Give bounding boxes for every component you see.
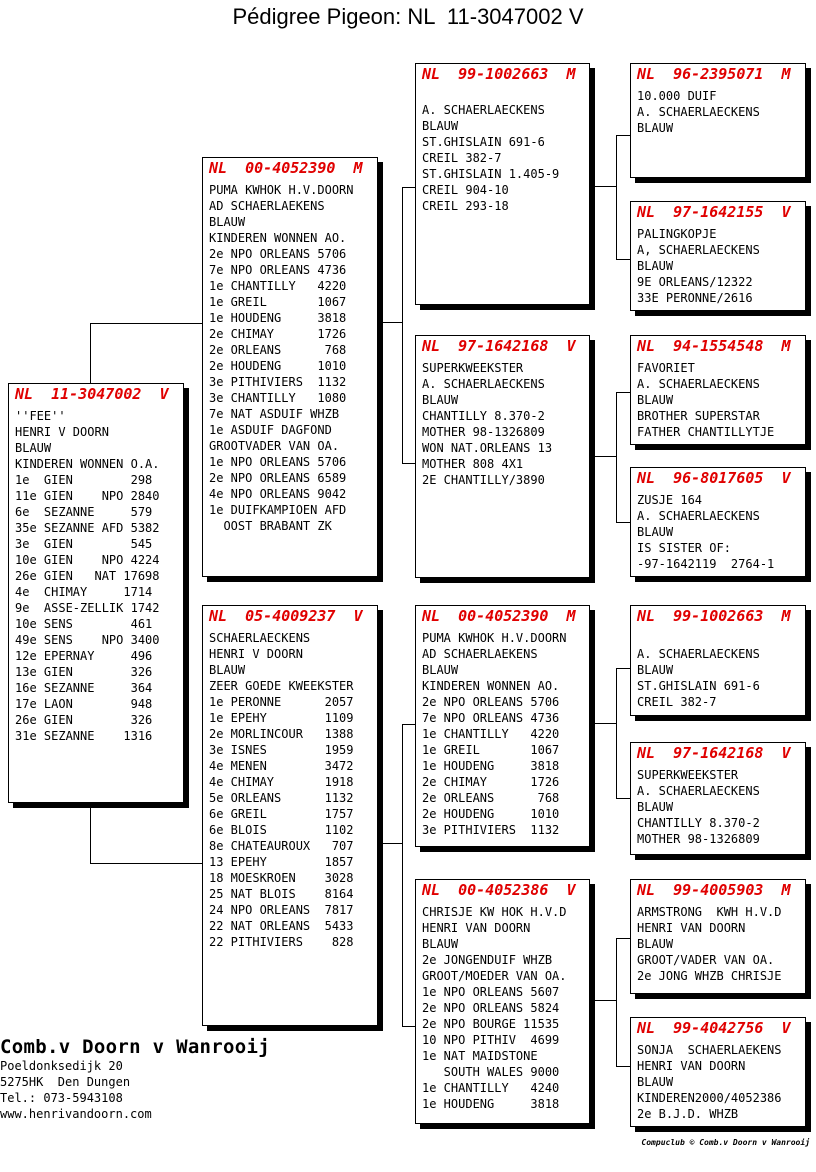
card-line: 3e PITHIVIERS 1132 — [209, 375, 347, 389]
card-line: 25 NAT BLOIS 8164 — [209, 887, 354, 901]
card-line: 1e DUIFKAMPIOEN AFD — [209, 503, 347, 517]
ring-number: NL 99-4005903 M — [637, 881, 791, 899]
card-line: BLAUW — [637, 663, 674, 677]
card-line: 7e NAT ASDUIF WHZB — [209, 407, 340, 421]
card-line: -97-1642119 2764-1 — [637, 557, 775, 571]
card-line: BLAUW — [422, 119, 459, 133]
card-line: CREIL 382-7 — [422, 151, 502, 165]
address-line: Tel.: 073-5943108 — [0, 1091, 123, 1105]
card-line: PUMA KWHOK H.V.DOORN — [422, 631, 567, 645]
connector-line — [90, 863, 204, 864]
ring-number: NL 96-8017605 V — [637, 469, 791, 487]
card-line: AD SCHAERLAEKENS — [209, 199, 325, 213]
card-line: AD SCHAERLAEKENS — [422, 647, 538, 661]
card-line: A. SCHAERLAECKENS — [422, 377, 545, 391]
card-line: 1e GREIL 1067 — [209, 295, 347, 309]
card-line: HENRI VAN DOORN — [637, 1059, 746, 1073]
card-line: 33E PERONNE/2616 — [637, 291, 753, 305]
card-line: 6e GREIL 1757 — [209, 807, 354, 821]
card-line: 9E ORLEANS/12322 — [637, 275, 753, 289]
card-lines — [15, 408, 181, 744]
card-line: 6e SEZANNE 579 — [15, 505, 153, 519]
card-line: GROOT/VADER VAN OA. — [637, 953, 775, 967]
card-line: PUMA KWHOK H.V.DOORN — [209, 183, 354, 197]
card-line: 1e HOUDENG 3818 — [422, 759, 560, 773]
pedigree-card-dsd — [630, 742, 806, 855]
pedigree-card-sire-sire — [415, 63, 590, 305]
website-link[interactable]: www.henrivandoorn.com — [0, 1107, 152, 1121]
card-line: 7e NPO ORLEANS 4736 — [422, 711, 560, 725]
card-line: MOTHER 808 4X1 — [422, 457, 524, 471]
connector-line — [402, 187, 403, 463]
pedigree-card-ddd — [630, 1017, 806, 1127]
card-line: 10 NPO PITHIV 4699 — [422, 1033, 560, 1047]
card-line: 13 EPEHY 1857 — [209, 855, 354, 869]
connector-line — [90, 323, 204, 324]
ring-number: NL 94-1554548 M — [637, 337, 791, 355]
card-line: BLAUW — [209, 215, 246, 229]
breeder-info — [0, 1036, 270, 1122]
address-line: 5275HK Den Dungen — [0, 1075, 131, 1089]
card-line: 3e GIEN 545 — [15, 537, 153, 551]
card-line: HENRI V DOORN — [209, 647, 303, 661]
card-line: HENRI VAN DOORN — [422, 921, 531, 935]
card-line: GROOT/MOEDER VAN OA. — [422, 969, 567, 983]
card-line: 2E CHANTILLY/3890 — [422, 473, 545, 487]
connector-line — [378, 322, 402, 323]
card-line: A. SCHAERLAECKENS — [637, 105, 760, 119]
card-line: 1e ASDUIF DAGFOND — [209, 423, 332, 437]
card-line: CHRISJE KW HOK H.V.D — [422, 905, 567, 919]
pedigree-card-sdd — [630, 467, 806, 577]
card-line: 4e CHIMAY 1918 — [209, 775, 354, 789]
card-line: 1e HOUDENG 3818 — [209, 311, 347, 325]
card-line: 10.000 DUIF — [637, 89, 717, 103]
ring-number: NL 11-3047002 V — [15, 385, 169, 403]
card-line: FATHER CHANTILLYTJE — [637, 425, 775, 439]
card-line: IS SISTER OF: — [637, 541, 731, 555]
ring-number: NL 99-1002663 M — [422, 65, 576, 83]
ring-number: NL 05-4009237 V — [209, 607, 363, 625]
card-line: SOUTH WALES 9000 — [422, 1065, 560, 1079]
card-line: BLAUW — [637, 259, 674, 273]
card-line: A. SCHAERLAECKENS — [637, 377, 760, 391]
card-line: 1e CHANTILLY 4220 — [209, 279, 347, 293]
card-line: 2e HOUDENG 1010 — [422, 807, 560, 821]
pedigree-card-dds — [630, 879, 806, 994]
card-line: CREIL 293-18 — [422, 199, 509, 213]
ring-number: NL 97-1642155 V — [637, 203, 791, 221]
card-line: ''FEE'' — [15, 409, 66, 423]
card-line: 2e NPO ORLEANS 5706 — [422, 695, 560, 709]
connector-line — [590, 1000, 616, 1001]
card-line: SUPERKWEEKSTER — [637, 768, 739, 782]
card-line: 8e CHATEAUROUX 707 — [209, 839, 354, 853]
card-line: WON NAT.ORLEANS 13 — [422, 441, 553, 455]
connector-line — [590, 186, 616, 187]
ring-number: NL 00-4052386 V — [422, 881, 576, 899]
card-line: CREIL 382-7 — [637, 695, 717, 709]
card-line: KINDEREN WONNEN O.A. — [15, 457, 160, 471]
card-line: A. SCHAERLAECKENS — [637, 509, 760, 523]
card-line: A. SCHAERLAECKENS — [637, 784, 760, 798]
card-line: 1e EPEHY 1109 — [209, 711, 354, 725]
breeder-address — [0, 1058, 270, 1122]
card-line: OOST BRABANT ZK — [209, 519, 332, 533]
ring-number: NL 00-4052390 M — [209, 159, 363, 177]
card-line: A. SCHAERLAECKENS — [637, 647, 760, 661]
card-line: BLAUW — [422, 663, 459, 677]
card-line: 10e GIEN NPO 4224 — [15, 553, 160, 567]
ring-number: NL 99-1002663 M — [637, 607, 791, 625]
card-line: 1e NPO ORLEANS 5706 — [209, 455, 347, 469]
card-line — [637, 630, 803, 646]
card-line: 1e HOUDENG 3818 — [422, 1097, 560, 1111]
card-line: BLAUW — [422, 937, 459, 951]
card-line: 1e PERONNE 2057 — [209, 695, 354, 709]
card-line: 24 NPO ORLEANS 7817 — [209, 903, 354, 917]
card-line: A. SCHAERLAECKENS — [422, 103, 545, 117]
connector-line — [402, 724, 403, 1026]
card-line: 3e ISNES 1959 — [209, 743, 354, 757]
pedigree-card-dss — [630, 605, 806, 716]
card-line: 17e LAON 948 — [15, 697, 153, 711]
card-line: 3e CHANTILLY 1080 — [209, 391, 347, 405]
card-line: 2e NPO ORLEANS 5824 — [422, 1001, 560, 1015]
connector-line — [590, 456, 616, 457]
card-line: 3e PITHIVIERS 1132 — [422, 823, 560, 837]
card-line: 1e CHANTILLY 4220 — [422, 727, 560, 741]
card-line: 2e JONGENDUIF WHZB — [422, 953, 553, 967]
ring-number: NL 97-1642168 V — [637, 744, 791, 762]
pedigree-card-sire-dam — [415, 335, 590, 578]
card-line: 13e GIEN 326 — [15, 665, 153, 679]
card-line: 4e NPO ORLEANS 9042 — [209, 487, 347, 501]
card-line: PALINGKOPJE — [637, 227, 717, 241]
card-line: 5e ORLEANS 1132 — [209, 791, 354, 805]
card-line: BLAUW — [209, 663, 246, 677]
card-line: BLAUW — [15, 441, 52, 455]
card-line: BLAUW — [422, 393, 459, 407]
card-line: BLAUW — [637, 525, 674, 539]
card-line: ZEER GOEDE KWEEKSTER — [209, 679, 354, 693]
pedigree-card-sds — [630, 335, 806, 445]
connector-line — [590, 723, 616, 724]
connector-line — [616, 135, 617, 259]
card-line: FAVORIET — [637, 361, 695, 375]
card-lines — [637, 904, 803, 984]
card-line: 2e HOUDENG 1010 — [209, 359, 347, 373]
card-lines — [637, 492, 803, 572]
card-line: SUPERKWEEKSTER — [422, 361, 524, 375]
card-line: 2e MORLINCOUR 1388 — [209, 727, 354, 741]
card-line: BLAUW — [637, 800, 674, 814]
card-line: 9e ASSE-ZELLIK 1742 — [15, 601, 160, 615]
card-line: 1e GREIL 1067 — [422, 743, 560, 757]
card-line: 35e SEZANNE AFD 5382 — [15, 521, 160, 535]
card-line: 1e NPO ORLEANS 5607 — [422, 985, 560, 999]
card-line: ST.GHISLAIN 691-6 — [637, 679, 760, 693]
card-line: CHANTILLY 8.370-2 — [422, 409, 545, 423]
card-line: CHANTILLY 8.370-2 — [637, 816, 760, 830]
connector-line — [90, 323, 91, 384]
card-line: SONJA SCHAERLAEKENS — [637, 1043, 782, 1057]
card-lines — [422, 630, 587, 838]
card-line: 2e NPO ORLEANS 5706 — [209, 247, 347, 261]
card-line: 2e CHIMAY 1726 — [209, 327, 347, 341]
page-title: Pédigree Pigeon: NL 11-3047002 V — [232, 4, 584, 29]
card-line: 2e CHIMAY 1726 — [422, 775, 560, 789]
card-line: BLAUW — [637, 393, 674, 407]
card-line: KINDEREN WONNEN AO. — [209, 231, 347, 245]
pedigree-card-ssd — [630, 201, 806, 311]
card-line: MOTHER 98-1326809 — [422, 425, 545, 439]
card-line: 4e CHIMAY 1714 — [15, 585, 153, 599]
card-line: MOTHER 98-1326809 — [637, 832, 760, 846]
card-line: ST.GHISLAIN 1.405-9 — [422, 167, 560, 181]
card-line: 12e EPERNAY 496 — [15, 649, 153, 663]
pedigree-card-dam-dam — [415, 879, 590, 1124]
breeder-name: Comb.v Doorn v Wanrooij — [0, 1036, 270, 1058]
card-line: ZUSJE 164 — [637, 493, 703, 507]
card-line: 1e GIEN 298 — [15, 473, 153, 487]
card-line: 1e CHANTILLY 4240 — [422, 1081, 560, 1095]
card-line: CREIL 904-10 — [422, 183, 509, 197]
card-line: GROOTVADER VAN OA. — [209, 439, 340, 453]
ring-number: NL 99-4042756 V — [637, 1019, 791, 1037]
card-line: A, SCHAERLAECKENS — [637, 243, 760, 257]
card-line: 49e SENS NPO 3400 — [15, 633, 160, 647]
card-lines — [422, 360, 587, 488]
card-line: 26e GIEN NAT 17698 — [15, 569, 160, 583]
card-lines — [637, 767, 803, 847]
card-line: SCHAERLAECKENS — [209, 631, 311, 645]
card-line: 2e NPO BOURGE 11535 — [422, 1017, 560, 1031]
card-line: 26e GIEN 326 — [15, 713, 153, 727]
card-line: ST.GHISLAIN 691-6 — [422, 135, 545, 149]
card-lines — [637, 226, 803, 306]
card-lines — [422, 904, 587, 1112]
ring-number: NL 00-4052390 M — [422, 607, 576, 625]
card-line: 22 NAT ORLEANS 5433 — [209, 919, 354, 933]
card-line: HENRI V DOORN — [15, 425, 109, 439]
card-line: BLAUW — [637, 1075, 674, 1089]
card-line: ARMSTRONG KWH H.V.D — [637, 905, 782, 919]
connector-line — [378, 843, 402, 844]
ring-number: NL 96-2395071 M — [637, 65, 791, 83]
card-line: 1e NAT MAIDSTONE — [422, 1049, 538, 1063]
pedigree-card-dam — [202, 605, 378, 1026]
card-line: 16e SEZANNE 364 — [15, 681, 153, 695]
card-line: 11e GIEN NPO 2840 — [15, 489, 160, 503]
card-line: 2e ORLEANS 768 — [422, 791, 560, 805]
card-line: 18 MOESKROEN 3028 — [209, 871, 354, 885]
card-line: BROTHER SUPERSTAR — [637, 409, 760, 423]
card-lines — [637, 360, 803, 440]
card-lines — [422, 102, 587, 214]
pedigree-card-sire — [202, 157, 378, 577]
connector-line — [616, 392, 617, 522]
footer-credit: Compuclub © Comb.v Doorn v Wanrooij — [641, 1138, 810, 1147]
card-lines — [209, 630, 375, 950]
card-line: BLAUW — [637, 937, 674, 951]
card-lines — [637, 1042, 803, 1122]
card-line: KINDEREN WONNEN AO. — [422, 679, 560, 693]
connector-line — [90, 802, 91, 863]
card-line: 7e NPO ORLEANS 4736 — [209, 263, 347, 277]
card-lines — [637, 88, 803, 136]
pedigree-card-subject — [8, 383, 184, 803]
card-line: BLAUW — [637, 121, 674, 135]
card-line: 10e SENS 461 — [15, 617, 153, 631]
pedigree-card-dam-sire — [415, 605, 590, 847]
pedigree-card-sss — [630, 63, 806, 178]
card-lines — [637, 630, 803, 710]
card-line: 2e JONG WHZB CHRISJE — [637, 969, 782, 983]
card-line: 22 PITHIVIERS 828 — [209, 935, 354, 949]
card-line: 31e SEZANNE 1316 — [15, 729, 153, 743]
card-lines — [209, 182, 375, 534]
card-line: HENRI VAN DOORN — [637, 921, 746, 935]
connector-line — [616, 668, 617, 798]
card-line: 2e NPO ORLEANS 6589 — [209, 471, 347, 485]
card-line: 2e B.J.D. WHZB — [637, 1107, 739, 1121]
address-line: Poeldonksedijk 20 — [0, 1059, 123, 1073]
card-line: 4e MENEN 3472 — [209, 759, 354, 773]
ring-number: NL 97-1642168 V — [422, 337, 576, 355]
card-line: 6e BLOIS 1102 — [209, 823, 354, 837]
card-line: 2e ORLEANS 768 — [209, 343, 347, 357]
card-line: KINDEREN2000/4052386 — [637, 1091, 782, 1105]
connector-line — [616, 938, 617, 1066]
